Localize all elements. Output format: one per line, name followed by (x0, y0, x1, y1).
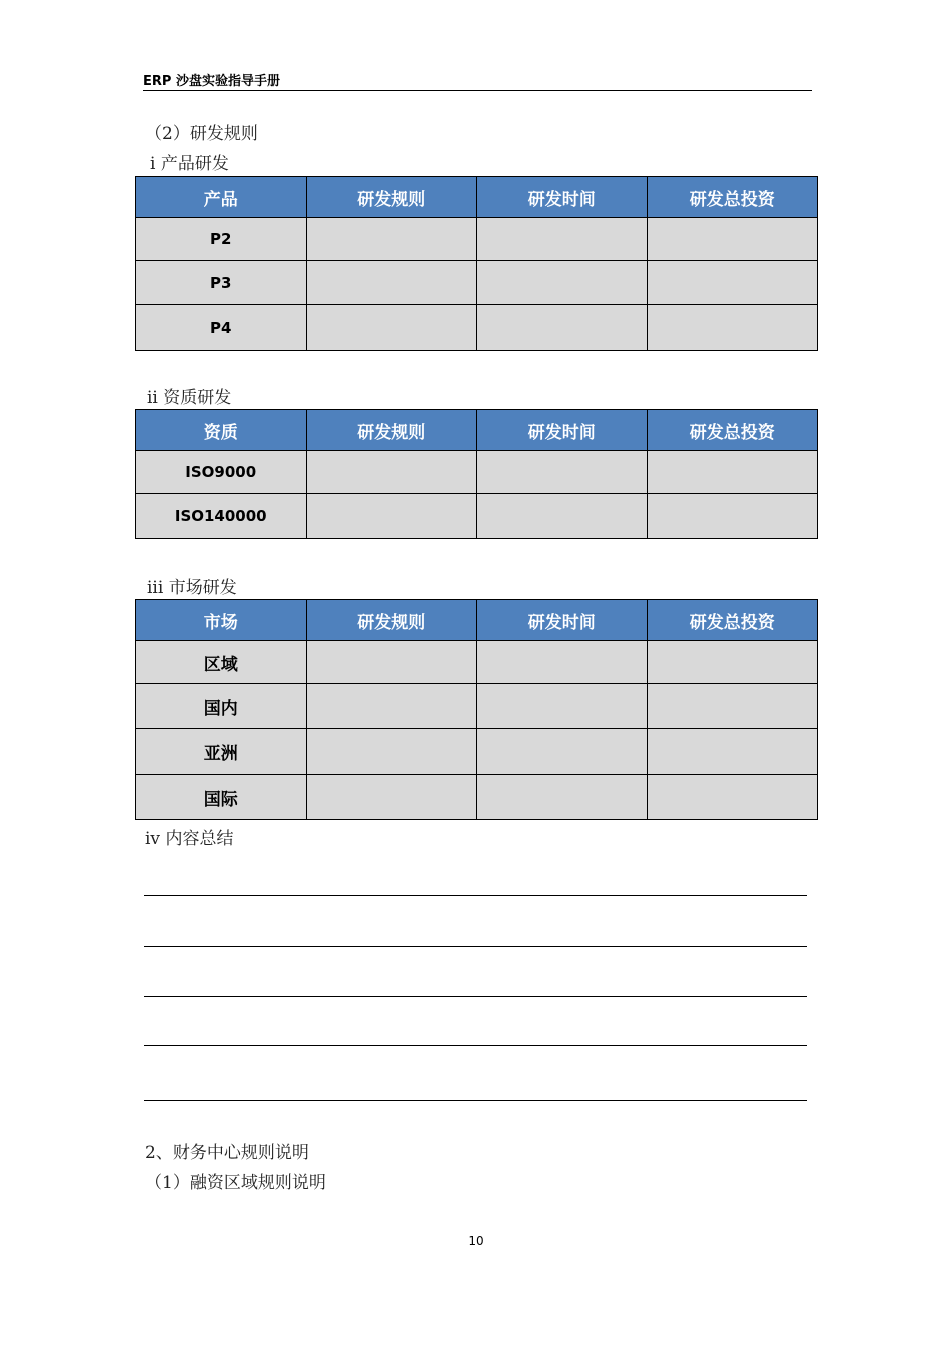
section-rd-rules-heading: （2）研发规则 (145, 124, 258, 144)
rd-time-cell[interactable] (477, 775, 648, 820)
table-row (136, 261, 818, 305)
column-header: 研发时间 (477, 177, 648, 218)
column-header: 研发时间 (477, 600, 648, 641)
table-row (136, 451, 818, 494)
rd-rule-cell[interactable] (306, 218, 477, 261)
summary-writing-line[interactable] (144, 996, 807, 997)
column-header: 资质 (136, 410, 307, 451)
row-label: P2 (136, 218, 307, 261)
rd-rule-cell[interactable] (306, 305, 477, 351)
rd-investment-cell[interactable] (647, 451, 818, 494)
column-header: 研发时间 (477, 410, 648, 451)
rd-rule-cell[interactable] (306, 494, 477, 539)
qualification-rd-table (135, 409, 818, 539)
column-header: 研发规则 (306, 600, 477, 641)
rd-investment-cell[interactable] (647, 261, 818, 305)
header-title: ERP 沙盘实验指导手册 (143, 74, 280, 89)
column-header: 研发规则 (306, 410, 477, 451)
row-label: 亚洲 (136, 729, 307, 775)
table-header-row (136, 600, 818, 641)
rd-time-cell[interactable] (477, 261, 648, 305)
qualification-rd-heading: ii 资质研发 (147, 388, 232, 408)
rd-investment-cell[interactable] (647, 684, 818, 729)
table-row (136, 684, 818, 729)
column-header: 研发总投资 (647, 410, 818, 451)
page-header (143, 70, 812, 91)
rd-investment-cell[interactable] (647, 305, 818, 351)
rd-investment-cell[interactable] (647, 775, 818, 820)
table-row (136, 641, 818, 684)
column-header: 研发总投资 (647, 177, 818, 218)
finance-sub-heading: （1）融资区域规则说明 (145, 1173, 326, 1193)
row-label: ISO140000 (136, 494, 307, 539)
rd-time-cell[interactable] (477, 729, 648, 775)
row-label: P3 (136, 261, 307, 305)
rd-rule-cell[interactable] (306, 451, 477, 494)
rd-rule-cell[interactable] (306, 641, 477, 684)
rd-time-cell[interactable] (477, 494, 648, 539)
rd-time-cell[interactable] (477, 218, 648, 261)
row-label: 国内 (136, 684, 307, 729)
row-label: 国际 (136, 775, 307, 820)
rd-time-cell[interactable] (477, 641, 648, 684)
rd-rule-cell[interactable] (306, 684, 477, 729)
column-header: 研发规则 (306, 177, 477, 218)
page-number: 10 (468, 1234, 484, 1248)
summary-heading: iv 内容总结 (145, 829, 234, 849)
summary-writing-line[interactable] (144, 946, 807, 947)
rd-investment-cell[interactable] (647, 729, 818, 775)
summary-writing-line[interactable] (144, 895, 807, 896)
rd-time-cell[interactable] (477, 451, 648, 494)
rd-rule-cell[interactable] (306, 261, 477, 305)
row-label: ISO9000 (136, 451, 307, 494)
table-row (136, 305, 818, 351)
column-header: 研发总投资 (647, 600, 818, 641)
rd-rule-cell[interactable] (306, 729, 477, 775)
rd-time-cell[interactable] (477, 305, 648, 351)
table-header-row (136, 177, 818, 218)
column-header: 产品 (136, 177, 307, 218)
market-rd-heading: iii 市场研发 (147, 578, 237, 598)
product-rd-heading: i 产品研发 (150, 154, 229, 174)
table-row (136, 729, 818, 775)
table-header-row (136, 410, 818, 451)
rd-rule-cell[interactable] (306, 775, 477, 820)
finance-heading: 2、财务中心规则说明 (145, 1143, 309, 1163)
column-header: 市场 (136, 600, 307, 641)
table-row (136, 775, 818, 820)
row-label: 区域 (136, 641, 307, 684)
product-rd-table (135, 176, 818, 351)
table-row (136, 218, 818, 261)
rd-investment-cell[interactable] (647, 218, 818, 261)
rd-investment-cell[interactable] (647, 494, 818, 539)
rd-time-cell[interactable] (477, 684, 648, 729)
row-label: P4 (136, 305, 307, 351)
table-row (136, 494, 818, 539)
summary-writing-line[interactable] (144, 1100, 807, 1101)
summary-writing-line[interactable] (144, 1045, 807, 1046)
market-rd-table (135, 599, 818, 820)
rd-investment-cell[interactable] (647, 641, 818, 684)
